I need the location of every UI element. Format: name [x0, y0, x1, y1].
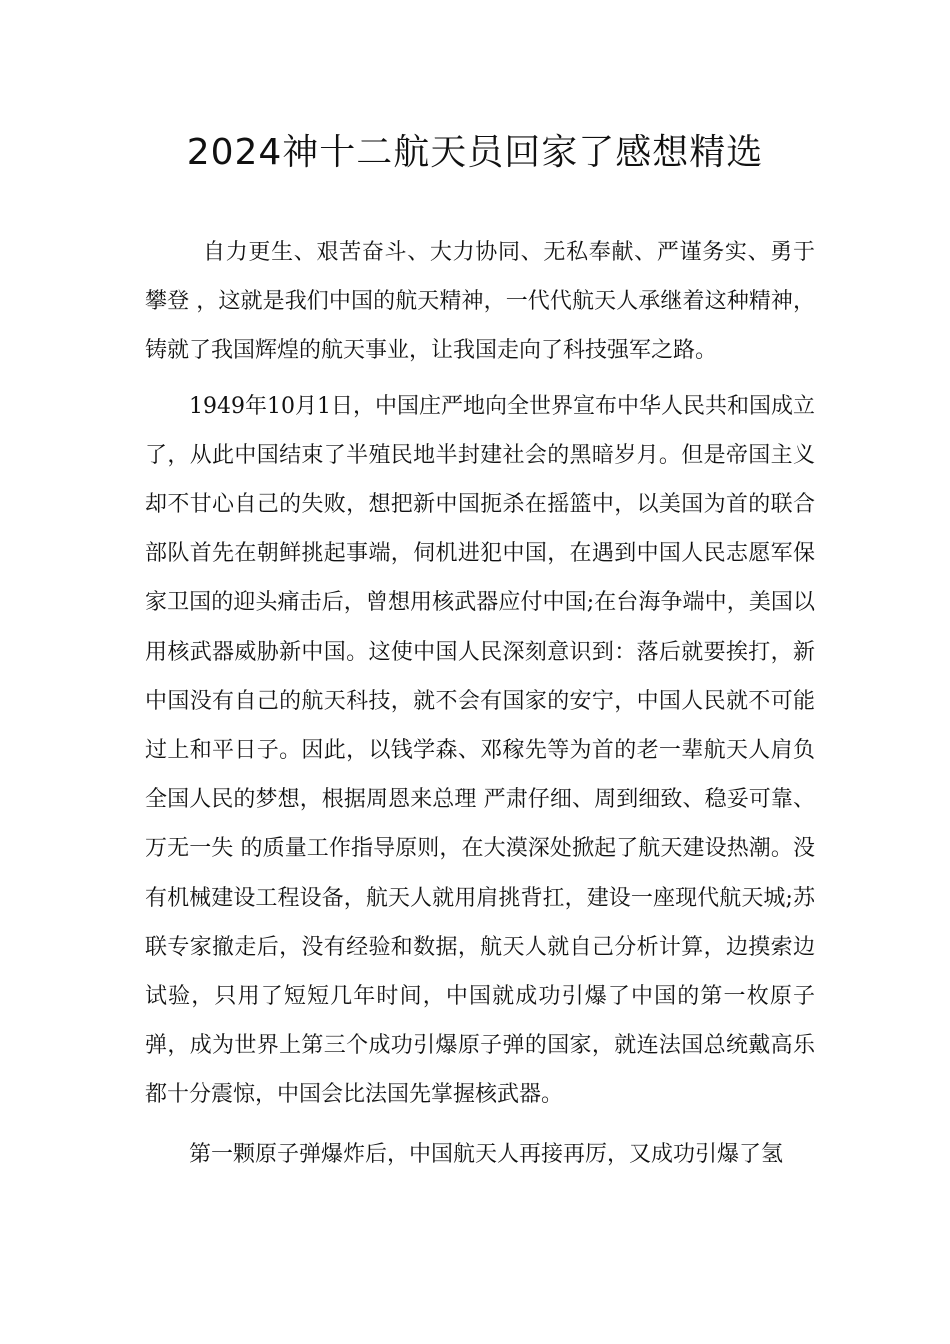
paragraph-2: 1949年10月1日，中国庄严地向全世界宣布中华人民共和国成立了，从此中国结束了半殖民地半封建社会的黑暗岁月。但是帝国主义却不甘心自己的失败，想把新中国扼杀在摇篮中，以美国为首的联合部队首先在朝鲜挑起事端，伺机进犯中国，在遇到中国人民志愿军保家卫国的迎头痛击后，曾想用核武器应付中国;在台海争端中，美国以用核武器威胁新中国。这使中国人民深刻意识到：落后就要挨打，新中国没有自己的航天科技，就不会有国家的安宁，中国人民就不可能过上和平日子。因此，以钱学森、邓稼先等为首的老一辈航天人肩负全国人民的梦想，根据周恩来总理 严肃仔细、周到细致、稳妥可靠、万无一失 的质量工作指导原则，在大漠深处掀起了航天建设热潮。没有机械建设工程设备，航天人就用肩挑背扛，建设一座现代航天城;苏联专家撤走后，没有经验和数据，航天人就自己分析计算，边摸索边试验，只用了短短几年时间，中国就成功引爆了中国的第一枚原子弹，成为世界上第三个成功引爆原子弹的国家，就连法国总统戴高乐都十分震惊，中国会比法国先掌握核武器。 — [145, 393, 815, 1108]
document-title: 2024神十二航天员回家了感想精选 — [186, 132, 764, 173]
paragraph-spacer — [145, 1120, 815, 1130]
paragraph-3: 第一颗原子弹爆炸后，中国航天人再接再厉，又成功引爆了氢 — [189, 1141, 784, 1167]
paragraph-1: 自力更生、艰苦奋斗、大力协同、无私奉献、严谨务实、勇于攀登 ，这就是我们中国的航天精神，一代代航天人承继着这种精神，铸就了我国辉煌的航天事业，让我国走向了科技强军之路。 — [145, 240, 815, 364]
document-body — [145, 228, 815, 1179]
